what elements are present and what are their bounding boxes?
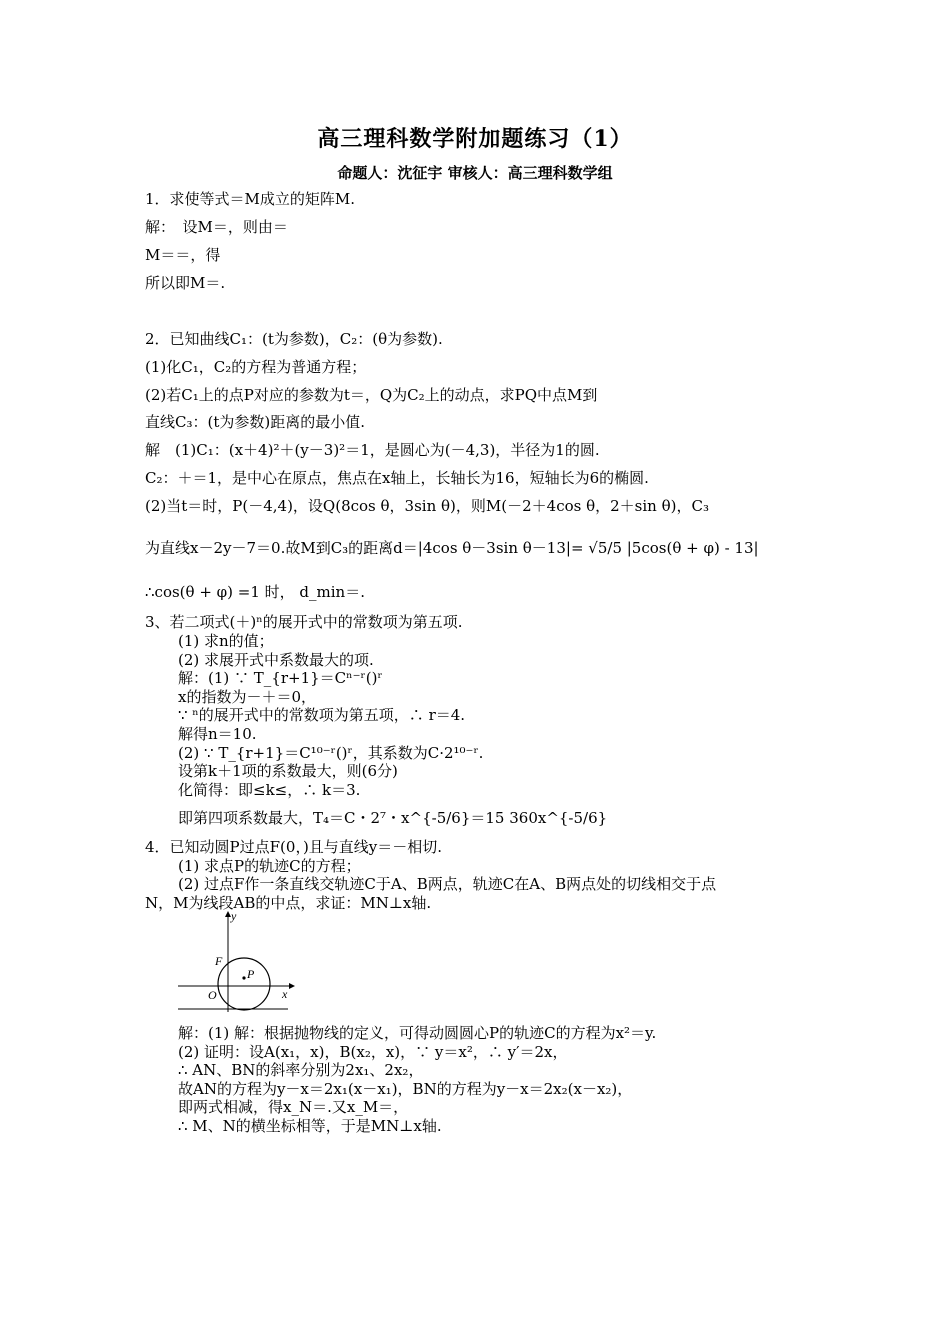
page-title: 高三理科数学附加题练习（1） [317,126,633,152]
q2-line: 直线C₃：(t为参数)距离的最小值. [145,413,365,431]
q3-line: ∵ ⁿ的展开式中的常数项为第五项，∴ r＝4. [178,706,466,724]
y-axis-label: y [231,909,237,923]
q1-line: 解： 设M＝，则由＝ [145,218,288,236]
origin-label: O [208,988,217,1002]
center-label: P [247,967,255,981]
q4-solution-line: 解：(1) 解：根据抛物线的定义，可得动圆圆心P的轨迹C的方程为x²＝y. [178,1024,657,1042]
q3-line: x的指数为－＋＝0， [178,688,317,706]
q2-line: 2．已知曲线C₁：(t为参数)，C₂：(θ为参数). [145,330,443,348]
page-subtitle: 命题人：沈征宇 审核人：高三理科数学组 [337,164,613,182]
q2-line: (2)若C₁上的点P对应的参数为t＝，Q为C₂上的动点，求PQ中点M到 [145,386,598,404]
q4-line: (2) 过点F作一条直线交轨迹C于A、B两点，轨迹C在A、B两点处的切线相交于点 [178,875,717,893]
q3-line: 化简得：即≤k≤，∴ k＝3. [178,781,361,799]
q3-line: 即第四项系数最大，T₄＝C・2⁷・x^{-5/6}＝15 360x^{-5/6} [178,809,608,827]
q3-line: (2) 求展开式中系数最大的项. [178,651,374,669]
q2-line: 解 (1)C₁：(x＋4)²＋(y－3)²＝1，是圆心为(－4,3)，半径为1的圆. [145,441,600,459]
q4-solution-line: 即两式相减，得x_N＝.又x_M＝， [178,1098,409,1116]
q2-line: C₂：＋＝1，是中心在原点，焦点在x轴上，长轴长为16，短轴长为6的椭圆. [145,469,649,487]
q4-solution-line: ∴ AN、BN的斜率分别为2x₁、2x₂， [178,1061,424,1079]
q4-line: N，M为线段AB的中点，求证：MN⊥x轴. [145,894,432,912]
focus-label: F [215,954,223,968]
q4-solution-line: (2) 证明：设A(x₁，x)，B(x₂，x)，∵ y＝x²，∴ y′＝2x， [178,1043,568,1061]
x-axis-label: x [282,987,288,1001]
q2-line: (1)化C₁，C₂的方程为普通方程； [145,358,367,376]
q3-line: 3、若二项式(＋)ⁿ的展开式中的常数项为第五项. [145,613,463,631]
circle-parabola-figure [170,906,300,1016]
q2-line: ∴cos(θ + φ) =1 时， d_min＝. [145,583,365,601]
q3-line: 解得n＝10. [178,725,257,743]
q3-line: 设第k＋1项的系数最大，则(6分) [178,762,398,780]
q4-line: (1) 求点P的轨迹C的方程； [178,857,361,875]
q1-line: 1．求使等式＝M成立的矩阵M. [145,190,356,208]
q2-line: (2)当t＝时，P(－4,4)，设Q(8cos θ，3sin θ)，则M(－2＋4cos θ，2＋sin θ)，C₃ [145,497,709,515]
q4-solution-line: 故AN的方程为y－x＝2x₁(x－x₁)，BN的方程为y－x＝2x₂(x－x₂)， [178,1080,633,1098]
q3-line: (1) 求n的值； [178,632,274,650]
q3-line: 解：(1) ∵ T_{r+1}＝Cⁿ⁻ʳ()ʳ [178,669,383,687]
q3-line: (2) ∵ T_{r+1}＝C¹⁰⁻ʳ()ʳ，其系数为C·2¹⁰⁻ʳ. [178,744,484,762]
q4-solution-line: ∴ M、N的横坐标相等，于是MN⊥x轴. [178,1117,442,1135]
q1-line: 所以即M＝. [145,274,226,292]
center-point [242,976,245,979]
q1-line: M＝＝，得 [145,246,221,264]
moving-circle [218,958,270,1010]
q2-line: 为直线x－2y－7＝0.故M到C₃的距离d＝|4cos θ－3sin θ－13|= √5/5 |5cos(θ + φ) - 13| [145,539,759,557]
q4-line: 4．已知动圆P过点F(0，)且与直线y＝－相切. [145,838,443,856]
